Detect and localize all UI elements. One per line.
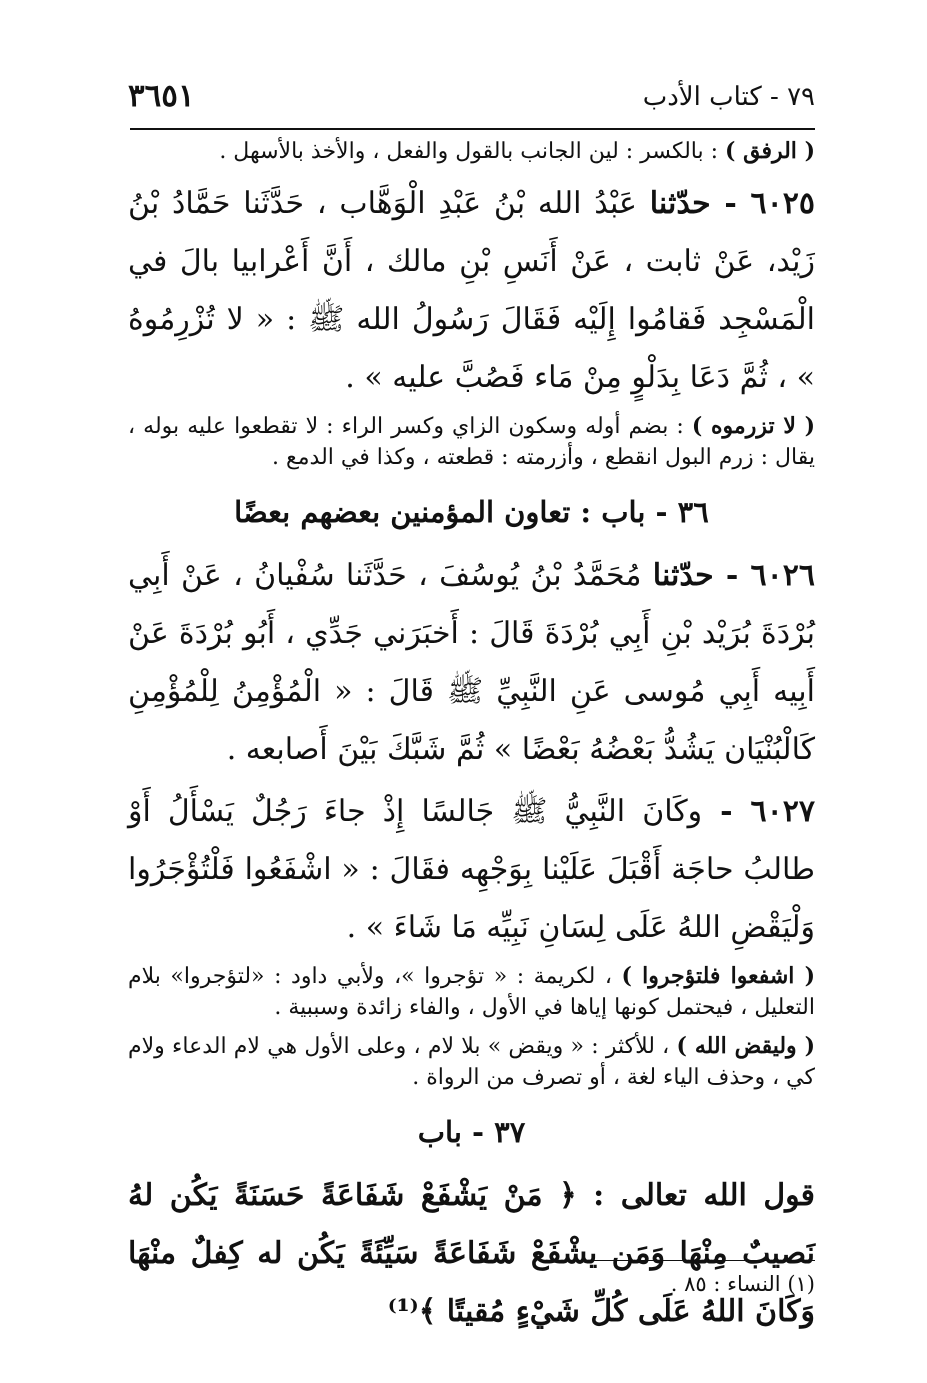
gloss-term: ( اشفعوا فلتؤجروا ) xyxy=(621,963,815,989)
gloss-text: : بالكسر : لين الجانب بالقول والفعل ، والأخذ بالأسهل . xyxy=(219,139,726,164)
gloss-text: : بضم أوله وسكون الزاي وكسر الراء : لا تقطعوا عليه بوله ، يقال : زرم البول انقطع ، وأزرمته : قطعته ، وكذا في الدمع . xyxy=(128,414,815,470)
gloss-text: ، للأكثر : « ويقض » بلا لام ، وعلى الأول هي لام الدعاء ولام كي ، وحذف الياء لغة ، أو تصرف من الرواة . xyxy=(128,1034,815,1090)
quran-verse: قول الله تعالى : ﴿ مَنْ يَشْفَعْ شَفَاعَةً حَسَنَةً يَكُن لهُ نَصيبٌ مِنْهَا وَمَن يشْفَعْ شَفَاعَةً سَيِّئَةً يَكُن له كِفلٌ منْهَا وَكَانَ اللهُ عَلَى كُلِّ شَيْءٍ مُقيتًا ﴾⁽¹⁾ xyxy=(128,1178,815,1329)
hadith-number: ٦٠٢٦ - xyxy=(713,558,815,593)
page-number: ٣٦٥١ xyxy=(128,78,195,114)
hadith-number: ٦٠٢٥ - xyxy=(710,186,815,221)
hadith-lead: حدّثنا xyxy=(649,186,711,221)
gloss-text: ، لكريمة : « تؤجروا »، ولأبي داود : «لتؤجروا» بلام التعليل ، فيحتمل كونها إياها في الأول ، والفاء زائدة وسببية . xyxy=(128,964,815,1020)
gloss-term: ( وليقض الله ) xyxy=(676,1033,815,1059)
header-rule xyxy=(130,128,815,130)
hadith-6027 xyxy=(128,783,815,957)
gloss-term: ( الرفق ) xyxy=(725,138,815,164)
chapter-heading-37: ٣٧ - باب xyxy=(417,1115,526,1149)
hadith-number: ٦٠٢٧ - xyxy=(702,794,815,829)
page-content xyxy=(128,136,815,1341)
hadith-text: مُحَمَّدُ بْنُ يُوسُفَ ، حَدَّثَنا سُفْيانُ ، عَنْ أَبِي بُرْدَةَ بُرَيْد بْنِ أَبِي بُرْدَةَ قَالَ : أَخبَرَني جَدِّي ، أَبُو بُرْدَةَ عَنْ أَبِيه أَبِي مُوسى عَنِ النَّبِيِّ ﷺ قَالَ : « الْمُؤْمِنُ لِلْمُؤْمِنِ كَالْبُنْيَان يَشُدُّ بَعْضُهُ بَعْضًا » ثُمَّ شَبَّكَ بَيْنَ أَصابعه . xyxy=(128,558,815,767)
gloss-note-ishfau xyxy=(128,961,815,1023)
hadith-6025 xyxy=(128,175,815,407)
gloss-note-tuzrimuhu xyxy=(128,411,815,473)
chapter-heading-36: ٣٦ - باب : تعاون المؤمنين بعضهم بعضًا xyxy=(234,495,709,529)
hadith-6026 xyxy=(128,547,815,779)
running-title: ٧٩ - كتاب الأدب xyxy=(642,82,815,112)
hadith-lead: حدّثنا xyxy=(652,558,714,593)
footnote: (١) النساء : ٨٥ . xyxy=(670,1272,815,1296)
footnote-rule xyxy=(545,1260,815,1261)
hadith-text: عَبْدُ الله بْنُ عَبْدِ الْوَهَّاب ، حَدَّثَنا حَمَّادُ بْنُ زَيْد، عَنْ ثابت ، عَنْ أَنَسِ بْنِ مالك ، أَنَّ أَعْرابيا بالَ في الْمَسْجِد فَقامُوا إِلَيْه فَقَالَ رَسُولُ الله ﷺ : « لا تُزْرِمُوهُ » ، ثُمَّ دَعَا بِدَلْوٍ مِنْ مَاء فَصُبَّ عليه » . xyxy=(128,186,816,395)
gloss-term: ( لا تزرموه ) xyxy=(691,413,816,439)
hadith-text: وكَانَ النَّبِيُّ ﷺ جَالسًا إِذْ جاءَ رَجُلٌ يَسْأَلُ أَوْ طالبُ حاجَة أَقْبَلَ عَلَيْنا بِوَجْهِه فقَالَ : « اشْفَعُوا فَلْتُؤْجَرُوا وَلْيَقْضِ اللهُ عَلَى لِسَانِ نَبِيِّه مَا شَاءَ » . xyxy=(128,794,815,945)
gloss-note-walyaqdi xyxy=(128,1031,815,1093)
gloss-note-rifq xyxy=(128,136,815,167)
page-header xyxy=(128,78,815,126)
